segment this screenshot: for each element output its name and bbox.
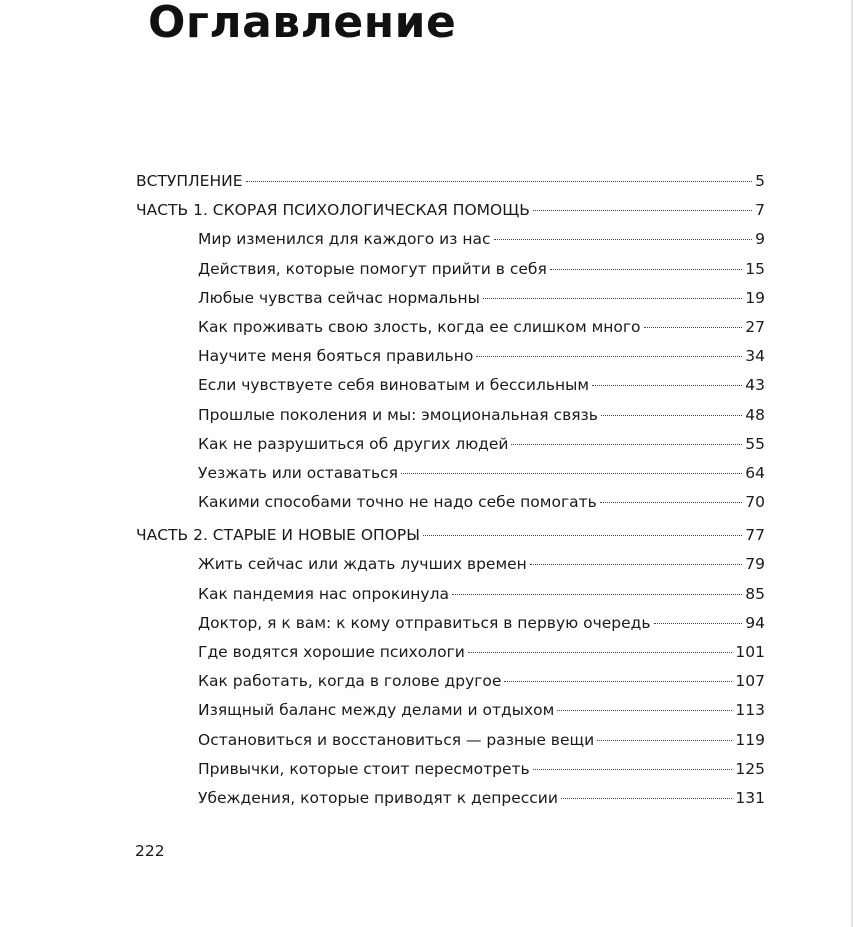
toc-dot-leader xyxy=(561,798,732,799)
toc-dot-leader xyxy=(601,415,742,416)
toc-entry-page: 125 xyxy=(735,759,765,778)
toc-dot-leader xyxy=(533,769,733,770)
toc-dot-leader xyxy=(246,181,753,182)
toc-entry-label: Где водятся хорошие психологи xyxy=(198,643,465,661)
toc-dot-leader xyxy=(600,502,742,503)
toc-entry-page: 94 xyxy=(745,613,765,632)
toc-entry-page: 48 xyxy=(745,405,765,424)
toc-chapter-entry[interactable] xyxy=(136,488,765,517)
toc-dot-leader xyxy=(530,564,742,565)
toc-entry-label: Действия, которые помогут прийти в себя xyxy=(198,259,547,278)
toc-part-entry[interactable] xyxy=(136,196,765,225)
toc-entry-page: 19 xyxy=(745,288,765,307)
toc-chapter-entry[interactable] xyxy=(136,284,765,313)
toc-entry-label: Если чувствуете себя виноватым и бессильным xyxy=(198,376,590,395)
toc-chapter-entry[interactable] xyxy=(136,580,765,609)
toc-entry-page: 9 xyxy=(755,230,765,249)
toc-chapter-entry[interactable] xyxy=(136,550,765,579)
toc-chapter-entry[interactable] xyxy=(136,430,765,459)
toc-chapter-entry[interactable] xyxy=(136,609,765,638)
toc-entry-label: ЧАСТЬ 1. СКОРАЯ ПСИХОЛОГИЧЕСКАЯ ПОМОЩЬ xyxy=(136,201,530,220)
toc-entry-label: Изящный баланс между делами и отдыхом xyxy=(198,701,555,720)
toc-chapter-entry[interactable] xyxy=(136,784,765,813)
toc-chapter-entry[interactable] xyxy=(136,696,765,725)
toc-dot-leader xyxy=(654,623,743,624)
toc-entry-page: 107 xyxy=(735,672,765,691)
toc-part-entry[interactable] xyxy=(136,521,765,550)
toc-dot-leader xyxy=(476,356,742,357)
toc-dot-leader xyxy=(423,535,742,536)
toc-entry-page: 7 xyxy=(755,201,765,220)
toc-entry-label: Убеждения, которые приводят к депрессии xyxy=(198,788,558,807)
toc-entry-label: Научите меня бояться правильно xyxy=(198,347,474,366)
toc-entry-page: 64 xyxy=(745,463,765,482)
toc-entry-label: Остановиться и восстановиться — разные вещи xyxy=(198,730,595,749)
toc-chapter-entry[interactable] xyxy=(136,255,765,284)
toc-entry-page: 34 xyxy=(745,347,765,366)
toc-chapter-entry[interactable] xyxy=(136,667,765,696)
toc-dot-leader xyxy=(511,444,742,445)
toc-entry-label: Как работать, когда в голове другое xyxy=(198,672,502,691)
toc-chapter-entry[interactable] xyxy=(136,371,765,400)
toc-chapter-entry[interactable] xyxy=(136,401,765,430)
toc-dot-leader xyxy=(597,740,732,741)
table-of-contents xyxy=(136,167,765,813)
toc-entry-label: Какими способами точно не надо себе помогать xyxy=(198,493,597,512)
toc-entry-label: Доктор, я к вам: к кому отправиться в первую очередь xyxy=(198,613,651,632)
toc-dot-leader xyxy=(504,681,732,682)
toc-entry-label: Привычки, которые стоит пересмотреть xyxy=(198,759,530,778)
toc-entry-page: 113 xyxy=(735,701,765,720)
toc-dot-leader xyxy=(592,385,742,386)
toc-entry-page: 5 xyxy=(755,172,765,190)
toc-dot-leader xyxy=(644,327,743,328)
toc-entry-label: Уезжать или оставаться xyxy=(198,463,398,482)
toc-dot-leader xyxy=(468,652,733,653)
toc-chapter-entry[interactable] xyxy=(136,726,765,755)
toc-entry-page: 43 xyxy=(745,376,765,395)
toc-entry-page: 27 xyxy=(745,317,765,336)
toc-dot-leader xyxy=(550,269,742,270)
toc-entry-page: 79 xyxy=(745,555,765,574)
toc-dot-leader xyxy=(401,473,742,474)
toc-entry-page: 101 xyxy=(735,643,765,661)
toc-entry-page: 119 xyxy=(735,730,765,749)
toc-entry-label: Жить сейчас или ждать лучших времен xyxy=(198,555,527,574)
page-title: Оглавление xyxy=(148,0,457,48)
toc-chapter-entry[interactable] xyxy=(136,342,765,371)
toc-entry-label: Прошлые поколения и мы: эмоциональная связь xyxy=(198,405,598,424)
toc-chapter-entry[interactable] xyxy=(136,225,765,254)
toc-dot-leader xyxy=(533,210,752,211)
toc-entry-page: 15 xyxy=(745,259,765,278)
toc-chapter-entry[interactable] xyxy=(136,459,765,488)
toc-chapter-entry[interactable] xyxy=(136,755,765,784)
toc-entry-label: Как не разрушиться об других людей xyxy=(198,434,509,453)
toc-entry-label: Как пандемия нас опрокинула xyxy=(198,584,449,603)
toc-entry-label: ЧАСТЬ 2. СТАРЫЕ И НОВЫЕ ОПОРЫ xyxy=(136,526,420,545)
toc-entry-page: 131 xyxy=(735,788,765,807)
toc-entry-page: 85 xyxy=(745,584,765,603)
toc-entry-label: Как проживать свою злость, когда ее слишком много xyxy=(198,317,641,336)
toc-entry-page: 70 xyxy=(745,493,765,512)
toc-entry-page: 55 xyxy=(745,434,765,453)
toc-dot-leader xyxy=(483,298,742,299)
toc-entry-page: 77 xyxy=(745,526,765,545)
toc-dot-leader xyxy=(557,710,732,711)
toc-chapter-entry[interactable] xyxy=(136,638,765,667)
toc-chapter-entry[interactable] xyxy=(136,313,765,342)
page-number: 222 xyxy=(135,842,165,860)
toc-entry-label: Мир изменился для каждого из нас xyxy=(198,230,491,249)
toc-entry-label: ВСТУПЛЕНИЕ xyxy=(136,172,243,190)
toc-part-entry[interactable] xyxy=(136,167,765,196)
toc-dot-leader xyxy=(494,239,753,240)
toc-dot-leader xyxy=(452,594,742,595)
toc-entry-label: Любые чувства сейчас нормальны xyxy=(198,288,480,307)
